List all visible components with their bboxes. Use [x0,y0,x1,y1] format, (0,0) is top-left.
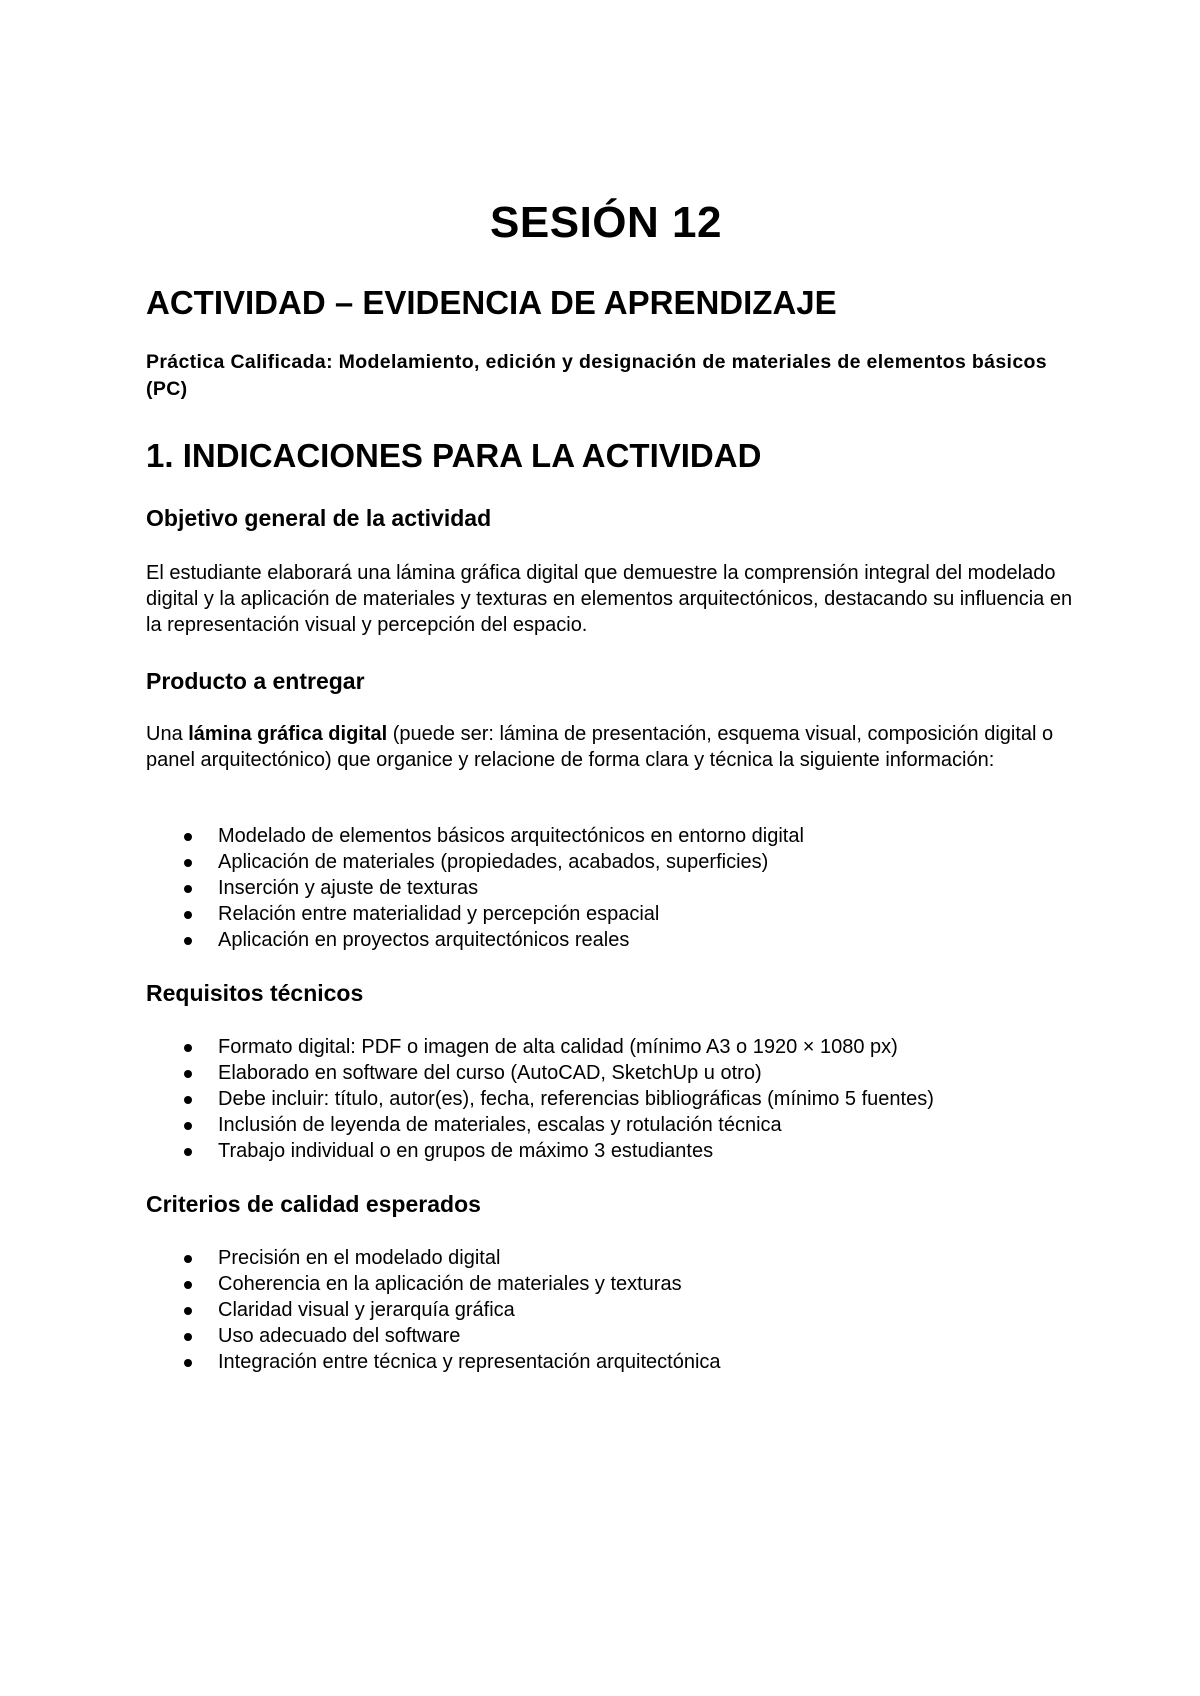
list-item [182,1138,934,1164]
list-item [182,901,804,927]
practice-title: Práctica Calificada: Modelamiento, edición y designación de materiales de elementos básicos (PC) [146,351,1047,400]
product-paragraph [146,721,1076,773]
list-item-text: Modelado de elementos básicos arquitectónicos en entorno digital [218,825,804,847]
bullet-icon [184,1359,192,1367]
list-item-text: Aplicación en proyectos arquitectónicos reales [218,929,630,951]
list-item-text: Coherencia en la aplicación de materiales y texturas [218,1273,682,1295]
bullet-icon [184,911,192,919]
list-item-text: Claridad visual y jerarquía gráfica [218,1299,515,1321]
list-item-text: Debe incluir: título, autor(es), fecha, referencias bibliográficas (mínimo 5 fuentes) [218,1088,934,1110]
bullet-icon [184,859,192,867]
objective-paragraph: El estudiante elaborará una lámina gráfica digital que demuestre la comprensión integral del modelado digital y la aplicación de materiales y texturas en elementos arquitectónicos, destacando su influencia en la representación visual y percepción del espacio. [146,562,1073,636]
list-item-text: Inserción y ajuste de texturas [218,877,479,899]
bullet-icon [184,833,192,841]
criteria-list [182,1245,721,1375]
list-item [182,1297,721,1323]
list-item [182,875,804,901]
list-item [182,1112,934,1138]
bullet-icon [184,1255,192,1263]
list-item-text: Precisión en el modelado digital [218,1247,501,1269]
list-item-text: Uso adecuado del software [218,1325,461,1347]
session-title: SESIÓN 12 [490,198,722,247]
list-item-text: Formato digital: PDF o imagen de alta calidad (mínimo A3 o 1920 × 1080 px) [218,1036,898,1058]
bullet-icon [184,1096,192,1104]
bullet-icon [184,885,192,893]
list-item [182,1060,934,1086]
list-item-text: Relación entre materialidad y percepción espacial [218,903,660,925]
list-item [182,1349,721,1375]
list-item [182,927,804,953]
bullet-icon [184,1307,192,1315]
activity-title: ACTIVIDAD – EVIDENCIA DE APRENDIZAJE [146,284,837,321]
bullet-icon [184,1044,192,1052]
bullet-icon [184,1281,192,1289]
list-item-text: Integración entre técnica y representación arquitectónica [218,1351,721,1373]
objective-heading: Objetivo general de la actividad [146,505,492,531]
list-item [182,1271,721,1297]
product-text-after: (puede ser: lámina de presentación, esquema visual, composición digital o panel arquitectónico) que organice y relacione de forma clara y técnica la siguiente información: [146,723,1054,771]
list-item-text: Inclusión de leyenda de materiales, escalas y rotulación técnica [218,1114,782,1136]
criteria-heading: Criterios de calidad esperados [146,1191,481,1217]
bullet-icon [184,1122,192,1130]
list-item [182,1245,721,1271]
product-text-before: Una [146,723,189,745]
list-item-text: Elaborado en software del curso (AutoCAD, SketchUp u otro) [218,1062,762,1084]
list-item [182,1034,934,1060]
section-title: 1. INDICACIONES PARA LA ACTIVIDAD [146,437,762,474]
list-item [182,823,804,849]
product-text-bold: lámina gráfica digital [188,723,388,745]
list-item [182,1086,934,1112]
list-item-text: Trabajo individual o en grupos de máximo 3 estudiantes [218,1140,714,1162]
product-list [182,823,804,953]
list-item [182,849,804,875]
requirements-list [182,1034,934,1164]
list-item-text: Aplicación de materiales (propiedades, acabados, superficies) [218,851,769,873]
bullet-icon [184,1070,192,1078]
bullet-icon [184,1148,192,1156]
product-heading: Producto a entregar [146,668,365,694]
list-item [182,1323,721,1349]
bullet-icon [184,937,192,945]
bullet-icon [184,1333,192,1341]
requirements-heading: Requisitos técnicos [146,980,364,1006]
